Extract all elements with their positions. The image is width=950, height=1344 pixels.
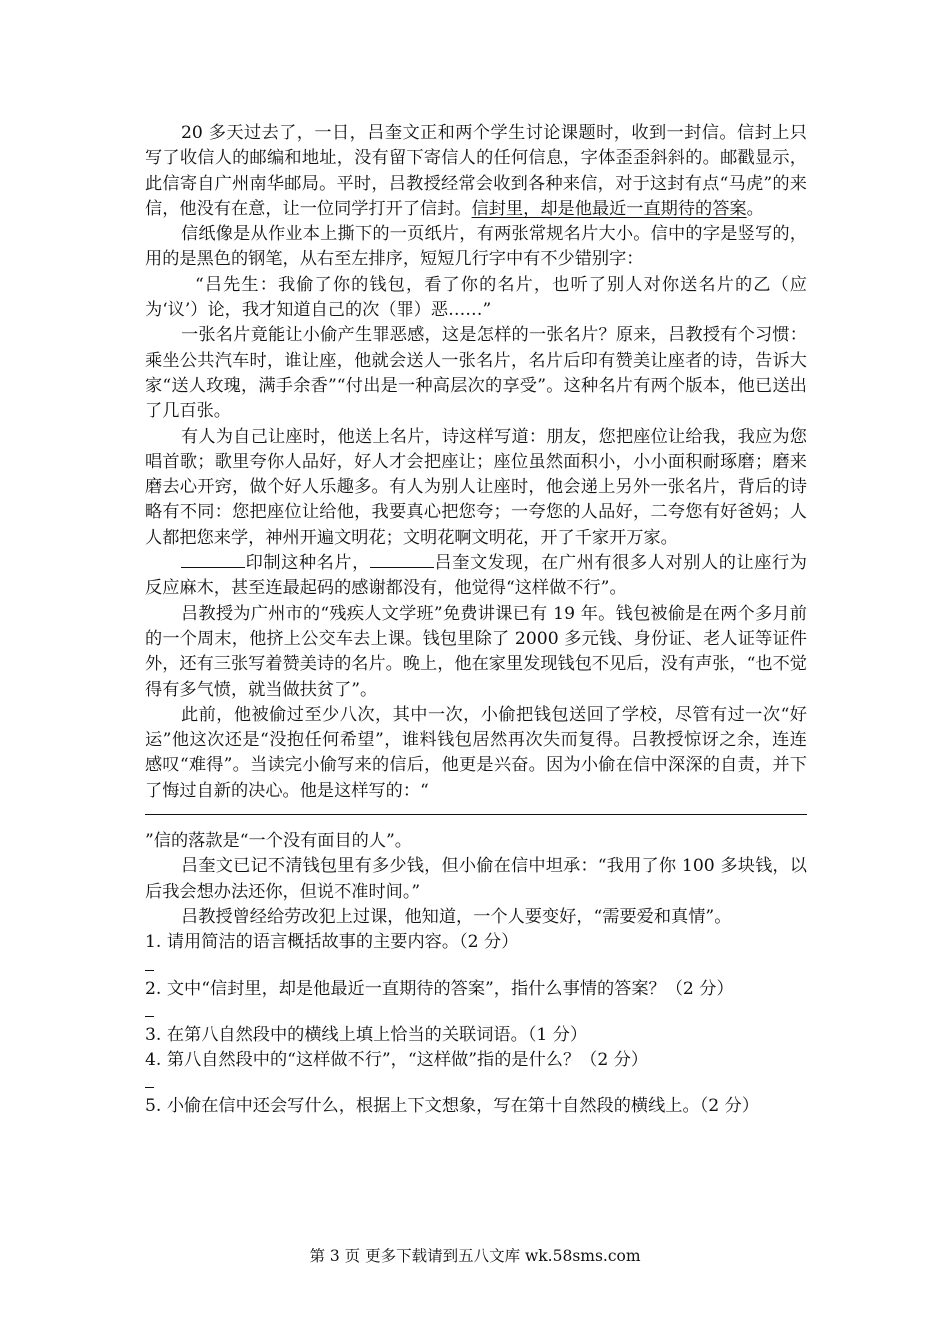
paragraph-1-text: 20 多天过去了，一日，吕奎文正和两个学生讨论课题时，收到一封信。信封上只写了收信人的邮编和地址，没有留下寄信人的任何信息，字体歪歪斜斜的。邮戳显示，此信寄自广州南华邮局。平时，吕教授经常会收到各种来信，对于这封有点“马虎”的来信，他没有在意，让一位同学打开了信封。 (145, 123, 807, 219)
paragraph-9: ”信的落款是“一个没有面目的人”。 (145, 831, 412, 852)
answer-line-letter[interactable] (145, 814, 807, 815)
answer-mark (145, 1016, 154, 1017)
answer-mark (145, 1087, 154, 1088)
fill-blank-1[interactable] (181, 553, 245, 568)
paragraph-2: 信纸像是从作业本上撕下的一页纸片，有两张常规名片大小。信中的字是竖写的，用的是黑色的钢笔，从右至左排序，短短几行字中有不少错别字： (145, 224, 807, 270)
answer-space-2[interactable] (145, 1002, 807, 1023)
paragraph-1 (145, 121, 807, 222)
paragraph-11: 吕教授曾经给劳改犯上过课，他知道，一个人要变好，“需要爱和真情”。 (181, 906, 732, 927)
paragraph-8: 此前，他被偷过至少八次，其中一次，小偷把钱包送回了学校，尽管有过一次“好运”他这次还是“没抱任何希望”，谁料钱包居然再次失而复得。吕教授惊讶之余，连连感叹“难得”。当读完小偷写来的信后，他更是兴奋。因为小偷在信中深深的自责，并下了悔过自新的决心。他是这样写的：“ (145, 704, 807, 801)
paragraph-6-part-2: 吕奎文发现，在广州有很多人对别人的让座行为反应麻木，甚至连最起码的感谢都没有，他觉得“这样做不行”。 (145, 553, 807, 599)
question-4: 4. 第八自然段中的“这样做不行”，“这样做”指的是什么？（2 分） (145, 1050, 649, 1071)
answer-space-1[interactable] (145, 956, 807, 977)
paragraph-3-letter-quote: “吕先生：我偷了你的钱包，看了你的名片，也听了别人对你送名片的乙（应为‘议’）论，我才知道自己的次（罪）恶……” (145, 274, 807, 321)
page-footer: 第 3 页 更多下载请到五八文库 wk.58sms.com (309, 1247, 641, 1265)
question-5: 5. 小偷在信中还会写什么，根据上下文想象，写在第十自然段的横线上。（2 分） (145, 1096, 760, 1117)
paragraph-6-part-1: 印制这种名片， (245, 553, 370, 574)
paragraph-7: 吕教授为广州市的“残疾人文学班”免费讲课已有 19 年。钱包被偷是在两个多月前的一个周末，他挤上公交车去上课。钱包里除了 2000 多元钱、身份证、老人证等证件外，还有三张写着赞美诗的名片。晚上，他在家里发现钱包不见后，没有声张，“也不觉得有多气愤，就当做扶贫了”。 (145, 603, 807, 700)
article-body (145, 121, 807, 1120)
question-1: 1. 请用简洁的语言概括故事的主要内容。（2 分） (145, 932, 519, 953)
question-2: 2. 文中“信封里，却是他最近一直期待的答案”，指什么事情的答案？（2 分） (145, 978, 734, 999)
paragraph-4: 一张名片竟能让小偷产生罪恶感，这是怎样的一张名片？原来，吕教授有个习惯：乘坐公共汽车时，谁让座，他就会送人一张名片，名片后印有赞美让座者的诗，告诉大家“送人玫瑰，满手余香”“付出是一种高层次的享受”。这种名片有两个版本，他已送出了几百张。 (145, 325, 807, 422)
fill-blank-2[interactable] (370, 553, 434, 568)
paragraph-5: 有人为自己让座时，他送上名片，诗这样写道：朋友，您把座位让给我，我应为您唱首歌；歌里夸你人品好，好人才会把座让；座位虽然面积小，小小面积耐琢磨；磨来磨去心开窍，做个好人乐趣多。有人为别人让座时，他会递上另外一张名片，背后的诗略有不同：您把座位让给他，我要真心把您夸；一夸您的人品好，二夸您有好爸妈；人人都把您来学，神州开遍文明花；文明花啊文明花，开了千家开万家。 (145, 426, 807, 548)
paragraph-10: 吕奎文已记不清钱包里有多少钱，但小偷在信中坦承：“我用了你 100 多块钱，以后我会想办法还你，但说不准时间。” (145, 856, 807, 902)
question-3: 3. 在第八自然段中的横线上填上恰当的关联词语。（1 分） (145, 1024, 588, 1045)
answer-mark (145, 970, 154, 971)
answer-space-4[interactable] (145, 1073, 807, 1094)
underlined-sentence: 信封里，却是他最近一直期待的答案 (471, 198, 747, 219)
paragraph-6 (145, 551, 807, 602)
paragraph-1-end: 。 (746, 198, 764, 219)
